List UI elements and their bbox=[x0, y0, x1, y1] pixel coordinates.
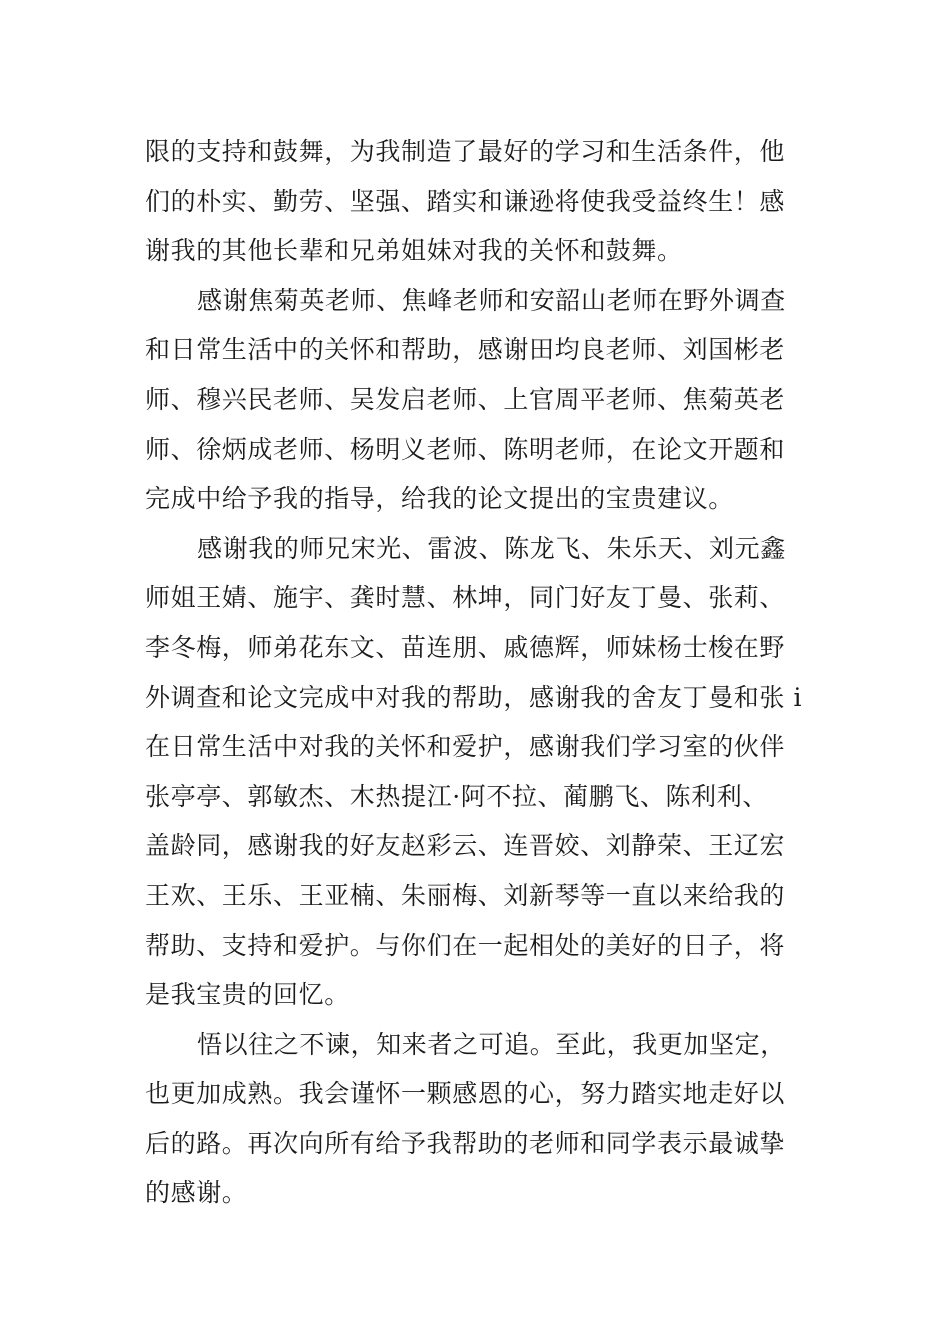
text-line: 后的路。再次向所有给予我帮助的老师和同学表示最诚挚 bbox=[145, 1128, 786, 1158]
text-line: 的感谢。 bbox=[145, 1178, 248, 1208]
paragraph-1 bbox=[145, 127, 807, 276]
text-line: 悟以往之不谏，知来者之可追。至此，我更加坚定， bbox=[197, 1029, 786, 1059]
text-line: 在日常生活中对我的关怀和爱护，感谢我们学习室的伙伴 bbox=[145, 732, 786, 762]
paragraph-2 bbox=[145, 276, 807, 524]
text-line: 感谢焦菊英老师、焦峰老师和安韶山老师在野外调查 bbox=[197, 285, 786, 315]
paragraph-3 bbox=[145, 524, 807, 1020]
text-line: 是我宝贵的回忆。 bbox=[145, 980, 350, 1010]
text-line: 和日常生活中的关怀和帮助，感谢田均良老师、刘国彬老 bbox=[145, 335, 786, 365]
text-line: 完成中给予我的指导，给我的论文提出的宝贵建议。 bbox=[145, 484, 734, 514]
document-body bbox=[145, 127, 807, 1218]
text-line: 感谢我的师兄宋光、雷波、陈龙飞、朱乐天、刘元鑫 bbox=[197, 533, 786, 563]
text-line: 限的支持和鼓舞，为我制造了最好的学习和生活条件，他 bbox=[145, 137, 786, 166]
text-line: 帮助、支持和爱护。与你们在一起相处的美好的日子，将 bbox=[145, 930, 786, 960]
text-line: 李冬梅，师弟花东文、苗连朋、戚德辉，师妹杨士梭在野 bbox=[145, 632, 786, 662]
text-line: 师、穆兴民老师、吴发启老师、上官周平老师、焦菊英老 bbox=[145, 384, 786, 414]
text-line: 盖龄同，感谢我的好友赵彩云、连晋姣、刘静荣、王辽宏 bbox=[145, 831, 786, 861]
text-line: 师、徐炳成老师、杨明义老师、陈明老师，在论文开题和 bbox=[145, 434, 786, 464]
text-line: 谢我的其他长辈和兄弟姐妹对我的关怀和鼓舞。 bbox=[145, 236, 683, 266]
paragraph-4 bbox=[145, 1020, 807, 1218]
text-line: 外调查和论文完成中对我的帮助，感谢我的舍友丁曼和张 i bbox=[145, 682, 803, 712]
text-line: 师姐王婧、施宇、龚时慧、林坤，同门好友丁曼、张莉、 bbox=[145, 583, 786, 613]
text-line: 们的朴实、勤劳、坚强、踏实和谦逊将使我受益终生！感 bbox=[145, 186, 786, 216]
text-line: 王欢、王乐、王亚楠、朱丽梅、刘新琴等一直以来给我的 bbox=[145, 880, 786, 910]
text-line: 张亭亭、郭敏杰、木热提江·阿不拉、蔺鹏飞、陈利利、 bbox=[145, 781, 768, 811]
text-line: 也更加成熟。我会谨怀一颗感恩的心，努力踏实地走好以 bbox=[145, 1079, 786, 1109]
